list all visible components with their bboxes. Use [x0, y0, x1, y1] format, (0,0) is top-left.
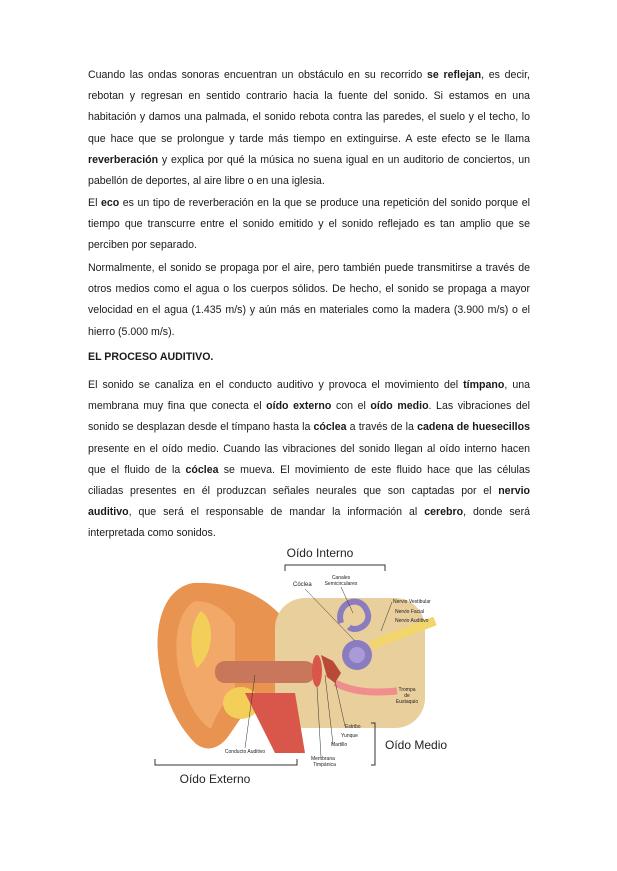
paragraph-reflection	[88, 65, 530, 192]
inner-ear-bracket	[285, 565, 385, 571]
bold-term: reverberación	[88, 153, 159, 166]
text-span: . Las vibraciones del sonido se desplazan desde el tímpano hasta la	[88, 400, 531, 434]
label-coclea: Cóclea	[293, 582, 312, 588]
label-trompa-2: de	[404, 693, 410, 699]
bold-term: cóclea	[313, 421, 347, 434]
paragraph-auditory-process	[88, 375, 530, 545]
middle-ear-bracket	[371, 723, 375, 765]
bold-term: cóclea	[185, 463, 219, 476]
label-membrana-2: Timpánica	[313, 762, 336, 768]
label-martillo: Martillo	[331, 742, 348, 748]
flesh-lower	[245, 693, 305, 753]
ear-anatomy-diagram	[145, 543, 475, 793]
text-span: Cuando las ondas sonoras encuentran un obstáculo en su recorrido	[88, 69, 427, 81]
paragraph-echo	[88, 193, 530, 257]
bold-term: nervio auditivo	[88, 485, 530, 519]
text-span: y explica por qué la música no suena igual en un auditorio de conciertos, un pabellón de deportes, al aire libre o en una iglesia.	[88, 153, 530, 188]
label-canales-2: Semicirculares	[324, 581, 358, 587]
outer-ear-title: Oído Externo	[179, 772, 251, 786]
label-conducto: Conducto Auditivo	[224, 749, 266, 755]
text-span: El	[88, 197, 101, 209]
text-span: se mueva. El movimiento de este fluido hace que las células ciliadas presentes en él produzcan señales neurales que son captadas por el	[88, 463, 531, 498]
label-estribo: Estribo	[345, 724, 361, 730]
text-span: Normalmente, el sonido se propaga por el aire, pero también puede transmitirse a través de otros medios como el agua o los cuerpos sólidos. De hecho, el sonido se propaga a mayor velocidad en el agua (1.435 m/s) y aún más en materiales como la madera (3.900 m/s) o el hierro (5.000 m/s).	[88, 262, 530, 338]
label-membrana-1: Membrana	[311, 756, 335, 762]
section-heading: EL PROCESO AUDITIVO.	[88, 351, 214, 363]
label-canales-1: Canales	[331, 575, 351, 581]
outer-ear-bracket	[155, 759, 297, 765]
bold-term: oído medio	[370, 400, 429, 413]
label-trompa-3: Eustaquio	[395, 699, 419, 705]
text-span: El sonido se canaliza en el conducto auditivo y provoca el movimiento del	[88, 379, 464, 391]
paragraph-propagation	[88, 258, 530, 343]
text-span: , una membrana muy fina que conecta el	[88, 379, 531, 413]
bold-term: eco	[100, 197, 120, 209]
label-nervio-facial: Nervio Facial	[395, 609, 425, 615]
bold-term: oído externo	[266, 400, 332, 413]
eardrum	[312, 655, 322, 687]
label-trompa-1: Trompa	[398, 687, 416, 693]
bold-term: cadena de huesecillos	[417, 421, 530, 434]
ear-illustration	[157, 583, 435, 753]
ear-canal	[215, 661, 315, 683]
text-span: con el	[331, 400, 371, 413]
text-span: , es decir, rebotan y regresan en sentido contrario hacia la fuente del sonido. Si estamos en una habitación y damos una palmada, el sonido rebota contra las paredes, el suelo y el techo, lo que hace que se prolongue y tarde más tiempo en extinguirse. A este efecto se le llama	[88, 69, 530, 145]
bold-term: cerebro	[424, 506, 464, 519]
text-span: a través de la	[346, 421, 418, 434]
label-nervio-auditivo: Nervio Auditivo	[395, 618, 429, 624]
text-span: , que será el responsable de mandar la información al	[128, 506, 425, 519]
bold-term: tímpano	[463, 379, 505, 391]
label-nervio-vestibular: Nervio Vestibular	[393, 599, 431, 605]
inner-ear-title: Oído Interno	[286, 546, 354, 560]
text-span: es un tipo de reverberación en la que se produce una repetición del sonido porque el tiempo que transcurre entre el sonido emitido y el sonido reflejado es tan amplio que se perciben por separado.	[88, 197, 530, 252]
cochlea-inner	[349, 647, 365, 663]
middle-ear-title: Oído Medio	[385, 738, 448, 752]
label-yunque: Yunque	[341, 733, 358, 739]
bold-term: se reflejan	[427, 69, 482, 81]
text-span: presente en el oído medio. Cuando las vibraciones del sonido llegan al oído interno hacen que el fluido de la	[88, 442, 530, 476]
text-span: , donde será interpretada como sonidos.	[88, 506, 530, 540]
